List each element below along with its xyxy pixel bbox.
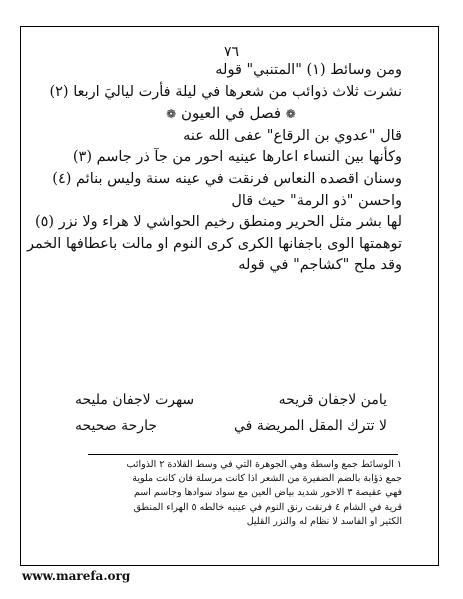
section-heading bbox=[60, 103, 402, 126]
verse-second-hemistich: جارحة صحيحه bbox=[75, 418, 157, 434]
text-line: وقد ملح "كشاجم" في قوله bbox=[238, 257, 402, 274]
text-line: لها بشر مثل الحرير ومنطق رخيم الحواشي لا هراء ولا نزر (٥) bbox=[34, 214, 402, 231]
text-line: قال "عدوي بن الرقاع" عفى الله عنه bbox=[183, 127, 402, 144]
footnote-line: ١ الوسائط جمع واسطة وهي الجوهرة التي في وسط القلادة ٢ الذوائب bbox=[126, 459, 402, 470]
text-line: وكأنها بين النساء اعارها عينيه احور من جآ ذر جاسم (٣) bbox=[72, 149, 402, 166]
verse-first-hemistich: يامن لاجفان قريحه bbox=[278, 392, 387, 408]
verse-second-hemistich: سهرت لاجفان مليحه bbox=[75, 392, 195, 408]
ornament-icon: ❁ bbox=[166, 107, 177, 122]
footnotes bbox=[62, 458, 402, 529]
text-line: نشرت ثلاث ذوائب من شعرها في ليلة فأرت لياليَ اربعا (٢) bbox=[49, 83, 402, 100]
footnote-divider bbox=[88, 454, 398, 455]
main-text bbox=[27, 60, 402, 277]
text-line: واحسن "ذو الرمة" حيث قال bbox=[231, 192, 402, 209]
footnote-line: جمع ذؤابة بالضم الضفيرة من الشعر اذا كانت مرسلة فان كانت ملوية bbox=[132, 473, 402, 485]
footnote-line: فهي عقيصة ٣ الاحور شديد بياض العين مع سواد سوادها وجاسم اسم bbox=[133, 487, 402, 499]
footnote-line: الكثير او الفاسد لا نظام له والنزر القليل bbox=[246, 515, 402, 527]
verse-first-hemistich: لا تترك المقل المريضة في bbox=[234, 418, 387, 434]
verse-line bbox=[75, 392, 387, 408]
text-line: توهمتها الوى باجفانها الكرى كرى النوم او مالت باعطافها الخمر bbox=[27, 235, 402, 252]
ornament-icon: ❁ bbox=[285, 107, 296, 122]
footnote-line: قرية في الشام ٤ فرنقت رنق النوم في عينيه خالطه ٥ الهراء المنطق bbox=[133, 501, 402, 513]
text-line: وسنان اقصده النعاس فرنقت في عينه سنة وليس بنائم (٤) bbox=[52, 170, 402, 187]
section-heading-text: فصل في العيون bbox=[180, 104, 281, 123]
text-line: ومن وسائط (١) "المتنبي" قوله bbox=[215, 62, 402, 78]
page-number: ٧٦ bbox=[223, 44, 240, 60]
site-url[interactable]: www.marefa.org bbox=[22, 569, 131, 583]
verse-line bbox=[75, 418, 387, 434]
